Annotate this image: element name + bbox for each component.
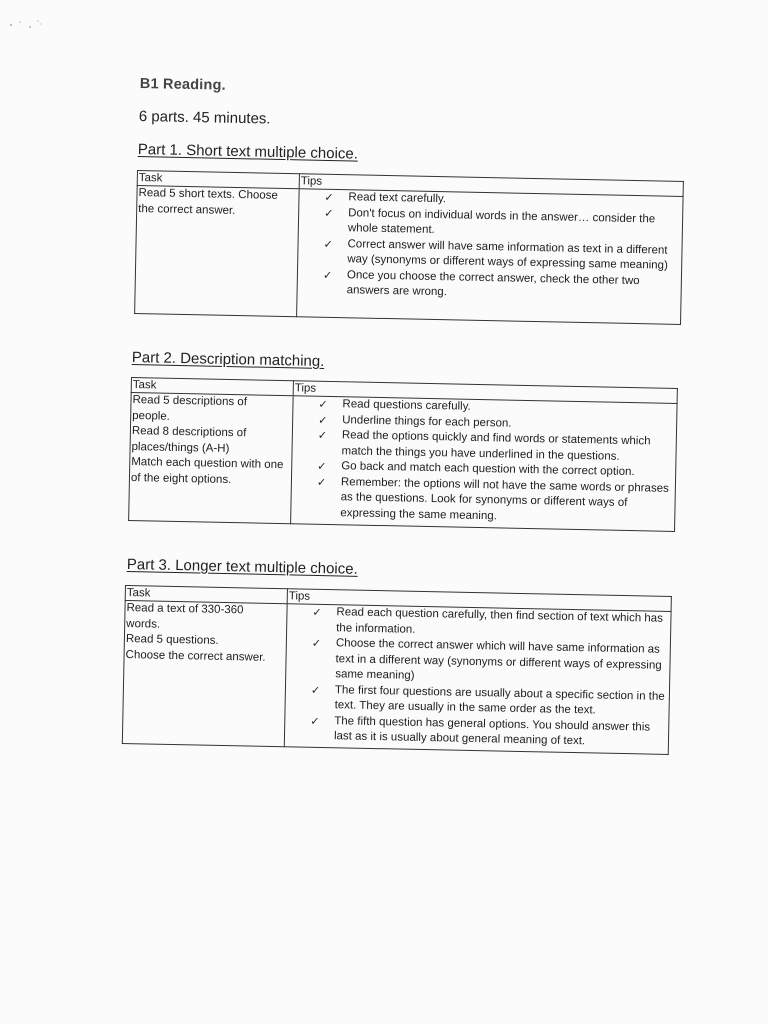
part-2-heading: Part 2. Description matching. bbox=[131, 349, 325, 371]
part-1-tips-list bbox=[298, 189, 681, 305]
part-3-table bbox=[122, 585, 672, 755]
part-1-tips-header: Tips bbox=[299, 174, 683, 197]
checkmark-icon: ✓ bbox=[324, 190, 334, 204]
part-2-tips-cell bbox=[291, 396, 677, 532]
part-1-heading: Part 1. Short text multiple choice. bbox=[137, 141, 359, 163]
tip-item bbox=[310, 714, 668, 752]
document-subtitle: 6 parts. 45 minutes. bbox=[138, 108, 271, 128]
checkmark-icon: ✓ bbox=[318, 397, 328, 411]
part-1-task-line: the correct answer. bbox=[138, 202, 236, 217]
document-title: B1 Reading. bbox=[139, 76, 226, 94]
part-2-tips-list bbox=[292, 396, 675, 528]
part-3-heading: Part 3. Longer text multiple choice. bbox=[126, 556, 358, 578]
part-1-task-cell bbox=[135, 186, 300, 317]
part-3-task-line: Read 5 questions. bbox=[125, 633, 219, 647]
tip-item bbox=[311, 636, 669, 689]
part-3-tips-header: Tips bbox=[287, 589, 671, 612]
checkmark-icon: ✓ bbox=[317, 428, 328, 442]
tip-text: Don't focus on individual words in the answer… consider the whole statement. bbox=[347, 206, 656, 236]
part-2-tips-header: Tips bbox=[293, 381, 677, 404]
checkmark-icon: ✓ bbox=[317, 459, 327, 473]
tip-text: Remember: the options will not have the same words or phrases as the questions. Look for synonyms or different ways of expressing the same meaning. bbox=[340, 475, 669, 522]
part-1-table bbox=[134, 170, 684, 325]
part-2-task-line: Read 5 descriptions of bbox=[132, 394, 248, 409]
tip-text: Choose the correct answer which will have same information as text in a different way (synonyms or different ways of expressing same meaning) bbox=[335, 637, 662, 682]
tip-text: The fifth question has general options. You should answer this last as it is usually about general meaning of text. bbox=[333, 714, 651, 748]
tip-text: Correct answer will have same information as text in a different way (synonyms or different ways of expressing same meaning) bbox=[347, 237, 668, 272]
checkmark-icon: ✓ bbox=[312, 605, 322, 619]
part-2-task-line: places/things (A-H) bbox=[131, 440, 230, 455]
part-3-task-line: Choose the correct answer. bbox=[125, 648, 266, 664]
part-1-task-line: Read 5 short texts. Choose bbox=[138, 187, 278, 202]
part-2-task-line: of the eight options. bbox=[130, 471, 232, 486]
tip-text: Go back and match each question with the correct option. bbox=[341, 460, 635, 479]
part-3-tips-list bbox=[286, 604, 670, 751]
tip-text: Underline things for each person. bbox=[342, 413, 512, 430]
checkmark-icon: ✓ bbox=[323, 237, 333, 251]
checkmark-icon: ✓ bbox=[310, 683, 321, 697]
part-2-task-line: people. bbox=[132, 409, 171, 423]
checkmark-icon: ✓ bbox=[311, 636, 322, 650]
tip-item bbox=[322, 268, 680, 306]
checkmark-icon: ✓ bbox=[318, 413, 328, 427]
checkmark-icon: ✓ bbox=[310, 714, 320, 728]
checkmark-icon: ✓ bbox=[324, 206, 334, 220]
part-2-task-header: Task bbox=[131, 378, 293, 396]
part-3-tips-cell bbox=[284, 604, 671, 755]
part-1-task-header: Task bbox=[137, 171, 299, 189]
part-1-content-row bbox=[135, 186, 683, 325]
part-2-content-row bbox=[129, 393, 677, 532]
tip-text: Read each question carefully, then find section of text which has the information. bbox=[336, 606, 664, 636]
part-2-task-line: Match each question with one bbox=[131, 456, 284, 472]
tip-text: Once you choose the correct answer, check the other two answers are wrong. bbox=[346, 268, 640, 299]
part-2-table bbox=[128, 377, 678, 532]
part-2-task-line: Read 8 descriptions of bbox=[131, 425, 247, 440]
part-1-tips-cell bbox=[297, 189, 683, 325]
part-3-task-cell bbox=[122, 601, 287, 747]
tip-item bbox=[316, 475, 674, 528]
part-3-task-line: words. bbox=[126, 617, 161, 631]
checkmark-icon: ✓ bbox=[322, 268, 333, 282]
part-3-task-header: Task bbox=[125, 586, 287, 604]
tip-text: Read text carefully. bbox=[348, 191, 447, 206]
part-3-content-row bbox=[122, 601, 671, 755]
tip-text: Read the options quickly and find words or statements which match the things you have underlined in the questions. bbox=[341, 429, 651, 463]
scan-specks bbox=[8, 16, 48, 36]
tip-text: The first four questions are usually about a specific section in the text. They are usually in the same order as the text. bbox=[334, 683, 665, 717]
part-3-task-line: Read a text of 330-360 bbox=[126, 602, 244, 617]
checkmark-icon: ✓ bbox=[316, 475, 327, 489]
tip-text: Read questions carefully. bbox=[342, 398, 471, 413]
part-2-task-cell bbox=[129, 393, 294, 524]
